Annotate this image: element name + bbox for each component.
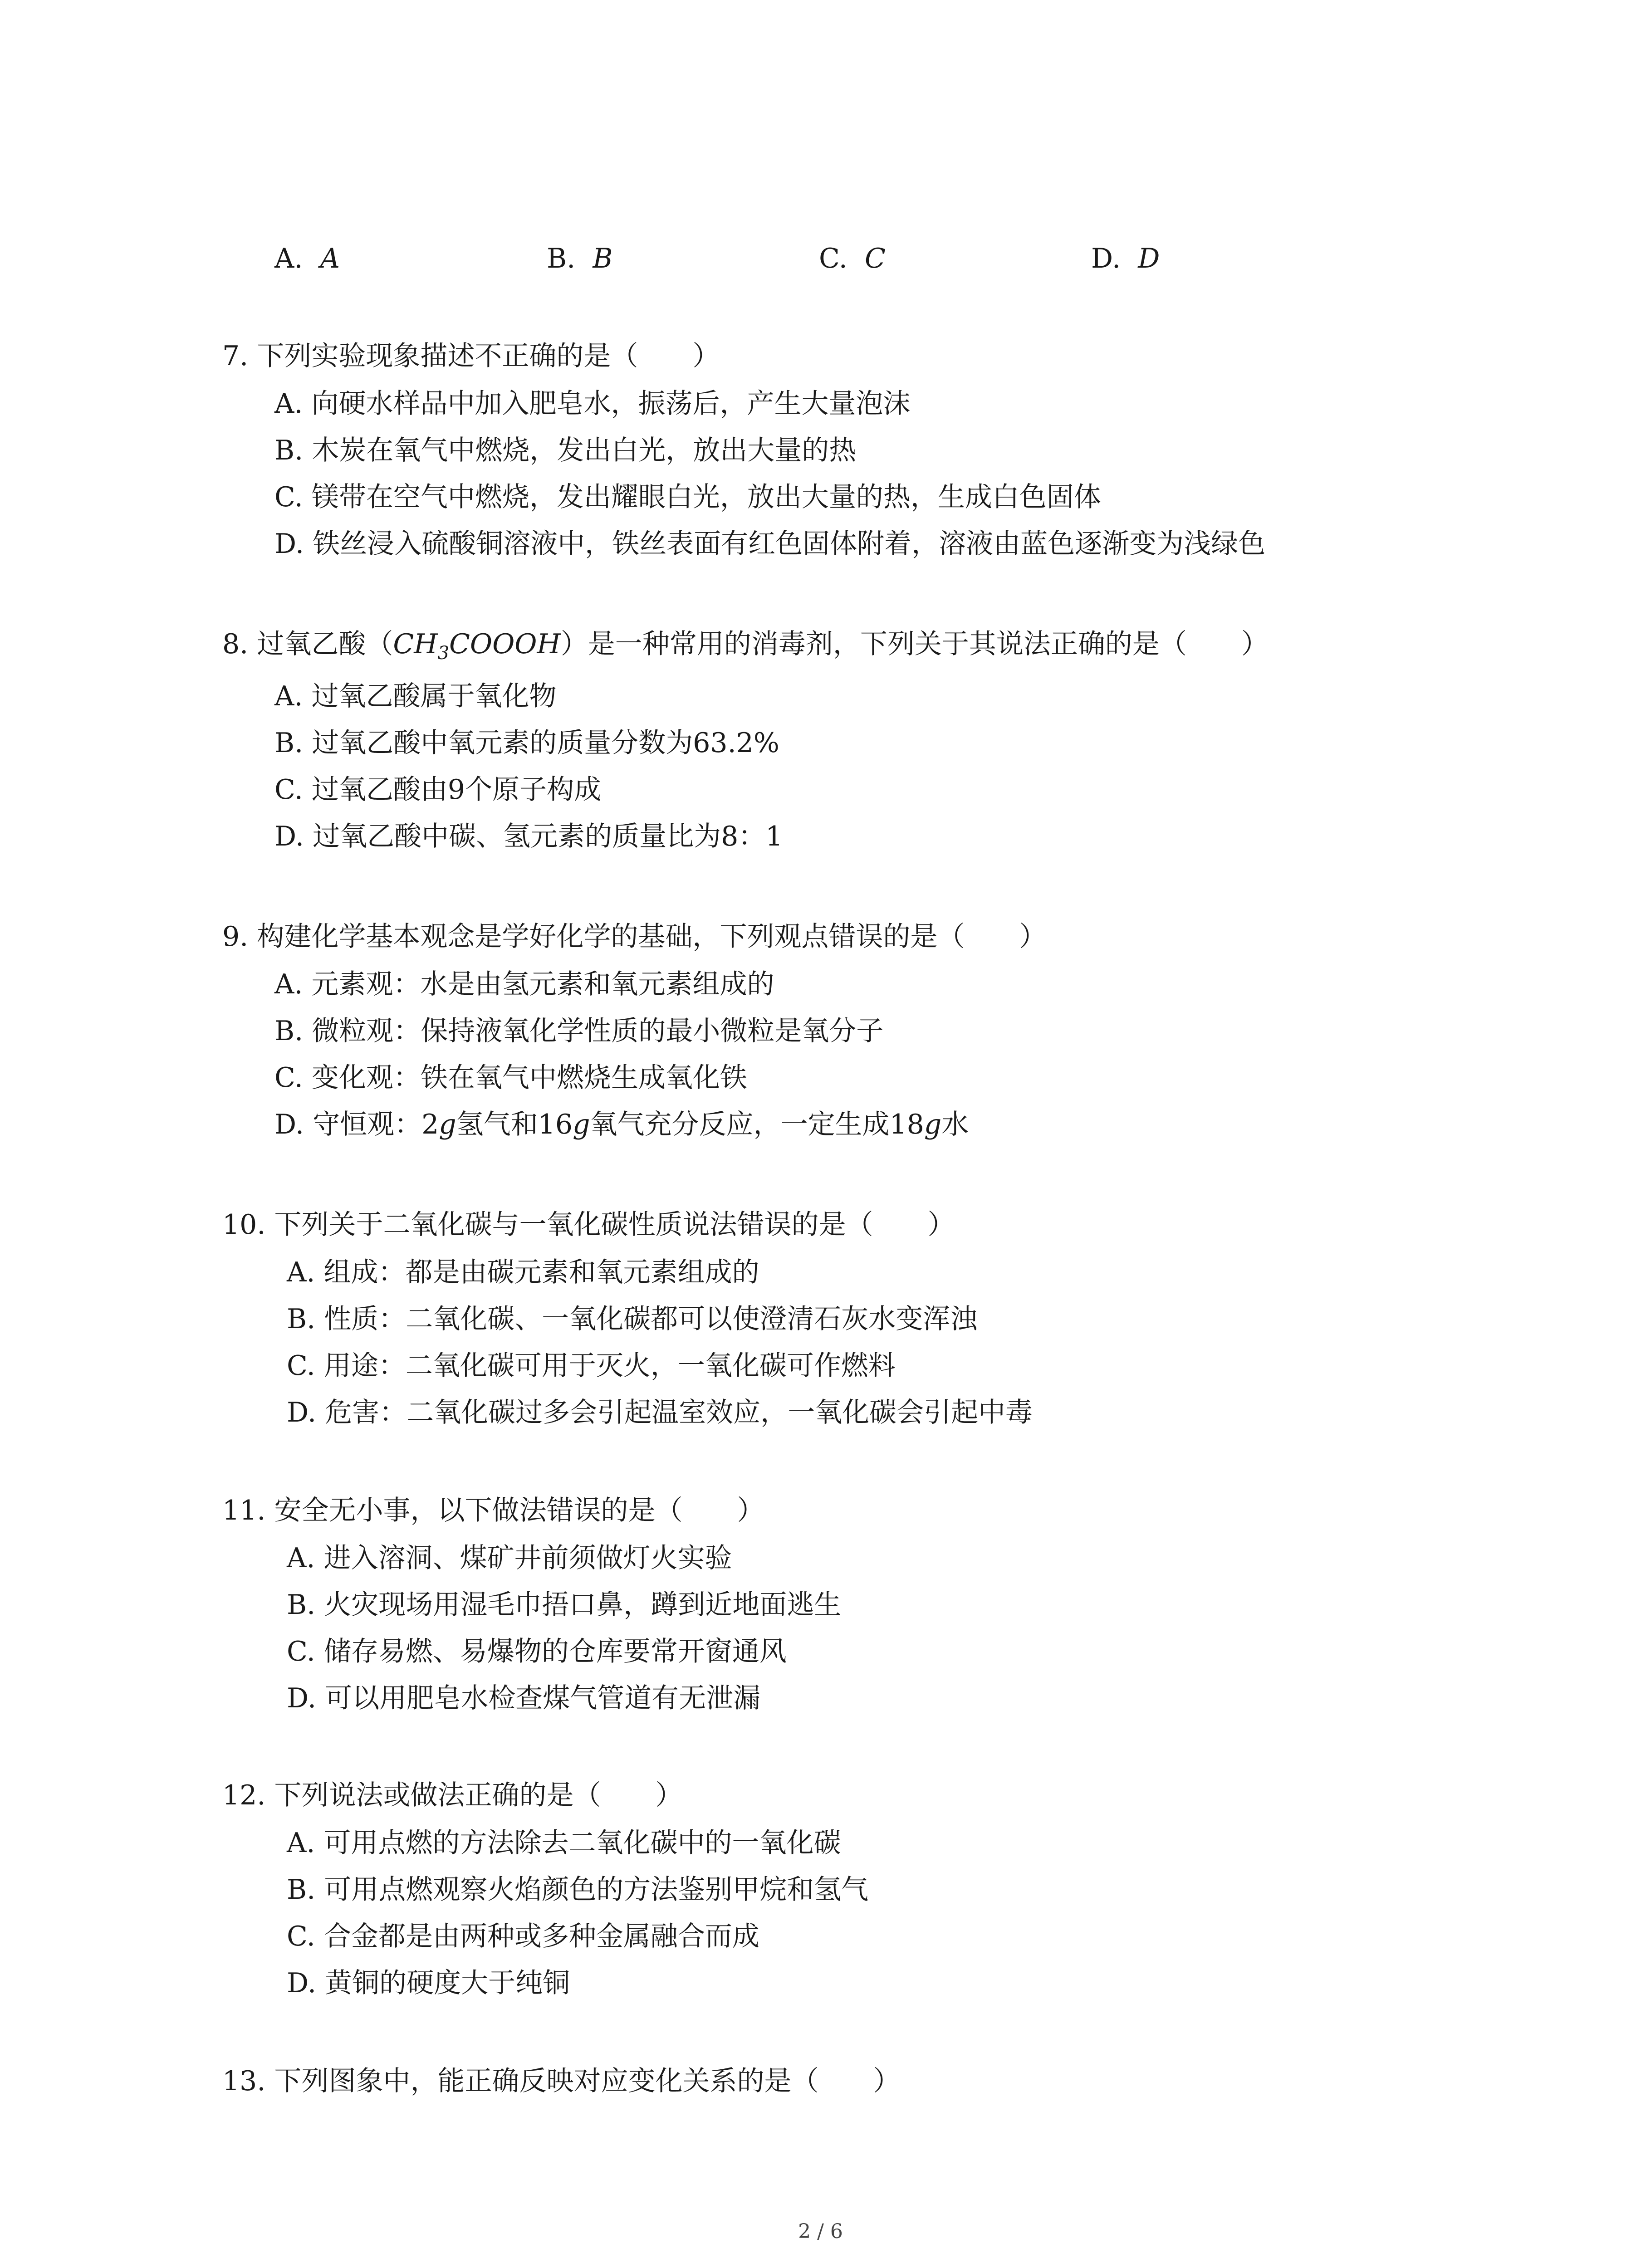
question-12-option-c: C. 合金都是由两种或多种金属融合而成 <box>287 1921 759 1952</box>
question-12-option-a: A. 可用点燃的方法除去二氧化碳中的一氧化碳 <box>287 1827 841 1859</box>
question-11-option-b: B. 火灾现场用湿毛巾捂口鼻，蹲到近地面逃生 <box>287 1589 842 1621</box>
question-11-option-c: C. 储存易燃、易爆物的仓库要常开窗通风 <box>287 1636 787 1667</box>
question-13-stem: 13. 下列图象中，能正确反映对应变化关系的是（ ） <box>222 2065 901 2097</box>
question-12-option-b: B. 可用点燃观察火焰颜色的方法鉴别甲烷和氢气 <box>287 1874 869 1906</box>
question-7-option-c: C. 镁带在空气中燃烧，发出耀眼白光，放出大量的热，生成白色固体 <box>274 481 1101 513</box>
question-7-option-b: B. 木炭在氧气中燃烧，发出白光，放出大量的热 <box>274 435 857 466</box>
question-10-option-c: C. 用途：二氧化碳可用于灭火，一氧化碳可作燃料 <box>287 1350 896 1382</box>
question-10-option-a: A. 组成：都是由碳元素和氧元素组成的 <box>287 1256 759 1288</box>
question-11-option-a: A. 进入溶洞、煤矿井前须做灯火实验 <box>287 1542 732 1574</box>
question-9-option-d: D. 守恒观：2g氢气和16g氧气充分反应，一定生成18g水 <box>274 1109 969 1140</box>
formula-peracetic-acid: $CH_3COOOH$ <box>393 628 561 664</box>
question-9-option-a: A. 元素观：水是由氢元素和氧元素组成的 <box>274 968 774 1000</box>
question-8-option-d: D. 过氧乙酸中碳、氢元素的质量比为8：1 <box>274 821 783 852</box>
question-7-option-d: D. 铁丝浸入硫酸铜溶液中，铁丝表面有红色固体附着，溶液由蓝色逐渐变为浅绿色 <box>274 528 1266 560</box>
question-11-stem: 11. 安全无小事，以下做法错误的是（ ） <box>222 1495 764 1526</box>
question-9-option-c: C. 变化观：铁在氧气中燃烧生成氧化铁 <box>274 1062 747 1094</box>
question-12-option-d: D. 黄铜的硬度大于纯铜 <box>287 1967 570 1999</box>
question-10-option-b: B. 性质：二氧化碳、一氧化碳都可以使澄清石灰水变浑浊 <box>287 1303 978 1335</box>
question-10-stem: 10. 下列关于二氧化碳与一氧化碳性质说法错误的是（ ） <box>222 1209 955 1241</box>
question-10-option-d: D. 危害：二氧化碳过多会引起温室效应，一氧化碳会引起中毒 <box>287 1397 1033 1428</box>
question-11-option-d: D. 可以用肥皂水检查煤气管道有无泄漏 <box>287 1682 761 1714</box>
top-option-a: A. A <box>274 243 340 274</box>
top-option-b: B. B <box>547 243 613 274</box>
question-8-option-a: A. 过氧乙酸属于氧化物 <box>274 680 557 712</box>
question-9-stem: 9. 构建化学基本观念是学好化学的基础，下列观点错误的是（ ） <box>222 921 1047 953</box>
question-7-option-a: A. 向硬水样品中加入肥皂水，振荡后，产生大量泡沫 <box>274 388 911 420</box>
top-option-d: D. D <box>1091 243 1160 274</box>
question-12-stem: 12. 下列说法或做法正确的是（ ） <box>222 1779 683 1811</box>
question-9-option-b: B. 微粒观：保持液氧化学性质的最小微粒是氧分子 <box>274 1015 884 1047</box>
question-8-option-c: C. 过氧乙酸由9个原子构成 <box>274 774 602 806</box>
question-7-stem: 7. 下列实验现象描述不正确的是（ ） <box>222 340 720 372</box>
top-option-c: C. C <box>819 243 886 274</box>
page-number: 2 / 6 <box>798 2220 843 2243</box>
question-8-option-b: B. 过氧乙酸中氧元素的质量分数为63.2% <box>274 727 779 759</box>
question-8-stem: 8. 过氧乙酸$(CH_3COOOH)$是一种常用的消毒剂，下列关于其说法正确的是（ ） <box>222 628 1269 664</box>
